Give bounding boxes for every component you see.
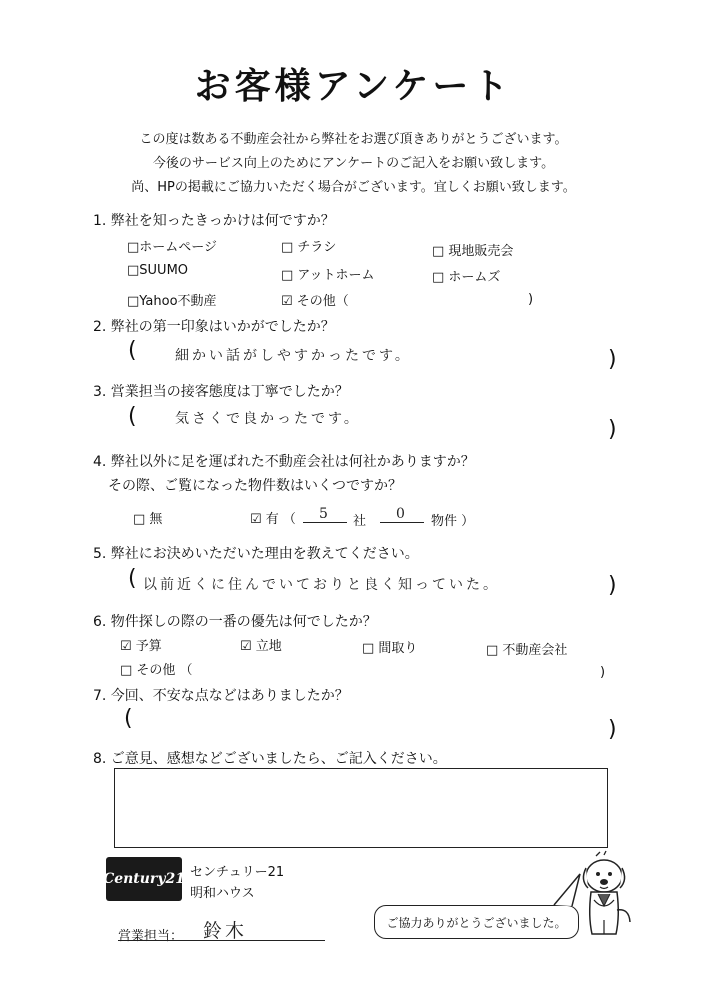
q3-label: 3. 営業担当の接客態度は丁寧でしたか？ (93, 384, 349, 400)
q6-option-layout[interactable]: □ 間取り (362, 641, 418, 656)
thanks-speech-bubble (374, 905, 579, 939)
q6-label: 6. 物件探しの際の一番の優先は何でしたか？ (93, 614, 377, 630)
q4-properties-count[interactable]: 0 (380, 506, 424, 523)
q2-open-paren: ( (128, 338, 137, 363)
q7-label: 7. 今回、不安な点などはありましたか？ (93, 688, 349, 704)
q8-comment-box[interactable] (114, 768, 608, 848)
q1-option-flyer[interactable]: □ チラシ (281, 240, 337, 255)
q1-option-homes[interactable]: □ ホームズ (432, 270, 501, 285)
q6-option-location[interactable]: ☑ 立地 (240, 639, 282, 654)
staff-label: 営業担当： (118, 929, 184, 944)
q3-close-paren: ) (608, 417, 617, 442)
company-name-line-2: 明和ハウス (190, 886, 255, 901)
q8-label: 8. ご意見、感想などございましたら、ご記入ください。 (93, 751, 447, 767)
q5-label: 5. 弊社にお決めいただいた理由を教えてください。 (93, 546, 419, 562)
logo-text: Century21 (103, 871, 185, 887)
intro-line-1: この度は数ある不動産会社から弊社をお選び頂きありがとうございます。 (139, 132, 568, 147)
intro-line-2: 今後のサービス向上のためにアンケートのご記入をお願い致します。 (152, 156, 555, 171)
company-name-line-1: センチュリー21 (190, 865, 285, 880)
q2-answer[interactable]: 細かい話がしやすかったです。 (175, 348, 412, 364)
q4-option-yes[interactable]: ☑ 有 （ (250, 512, 296, 527)
q1-option-suumo[interactable]: □SUUMO (127, 263, 189, 278)
staff-signature-line (118, 940, 325, 941)
q1-option-homepage[interactable]: □ホームページ (127, 240, 218, 255)
q5-close-paren: ) (608, 573, 617, 598)
q6-option-budget[interactable]: ☑ 予算 (120, 639, 162, 654)
q4-label-2: その際、ご覧になった物件数はいくつですか？ (108, 478, 402, 494)
q2-label: 2. 弊社の第一印象はいかがでしたか？ (93, 319, 335, 335)
q4-company-unit: 社 (353, 514, 367, 529)
q1-label: 1. 弊社を知ったきっかけは何ですか？ (93, 213, 335, 229)
q1-option-athome[interactable]: □ アットホーム (281, 268, 375, 283)
q6-option-other[interactable]: □ その他 （ (120, 663, 193, 678)
q6-option-agency[interactable]: □ 不動産会社 (486, 643, 568, 658)
q4-label: 4. 弊社以外に足を運ばれた不動産会社は何社かありますか？ (93, 454, 475, 470)
q6-close-paren: ) (600, 665, 606, 680)
q5-answer[interactable]: 以前近くに住んでいておりと良く知っていた。 (143, 577, 500, 593)
q1-close-paren: ) (528, 292, 534, 307)
q7-open-paren: ( (124, 706, 133, 731)
q4-option-none[interactable]: □ 無 (133, 512, 163, 527)
q3-answer[interactable]: 気さくで良かったです。 (175, 411, 361, 427)
q7-close-paren: ) (608, 717, 617, 742)
q1-option-yahoo[interactable]: □Yahoo不動産 (127, 294, 217, 309)
q3-open-paren: ( (128, 404, 137, 429)
staff-name[interactable]: 鈴木 (203, 920, 248, 942)
dog-mascot-icon (574, 850, 634, 940)
page-title: お客様アンケート (194, 66, 513, 107)
thanks-text: ご協力ありがとうございました。 (386, 915, 567, 930)
q1-option-other[interactable]: ☑ その他（ (281, 294, 349, 309)
q2-close-paren: ) (608, 347, 617, 372)
intro-line-3: 尚、HPの掲載にご協力いただく場合がございます。宜しくお願い致します。 (131, 180, 576, 195)
q4-property-unit: 物件 ） (431, 514, 475, 529)
q4-companies-count[interactable]: 5 (303, 506, 347, 523)
century21-logo (103, 857, 185, 901)
q5-open-paren: ( (128, 566, 137, 591)
q1-option-open-house[interactable]: □ 現地販売会 (432, 244, 514, 259)
